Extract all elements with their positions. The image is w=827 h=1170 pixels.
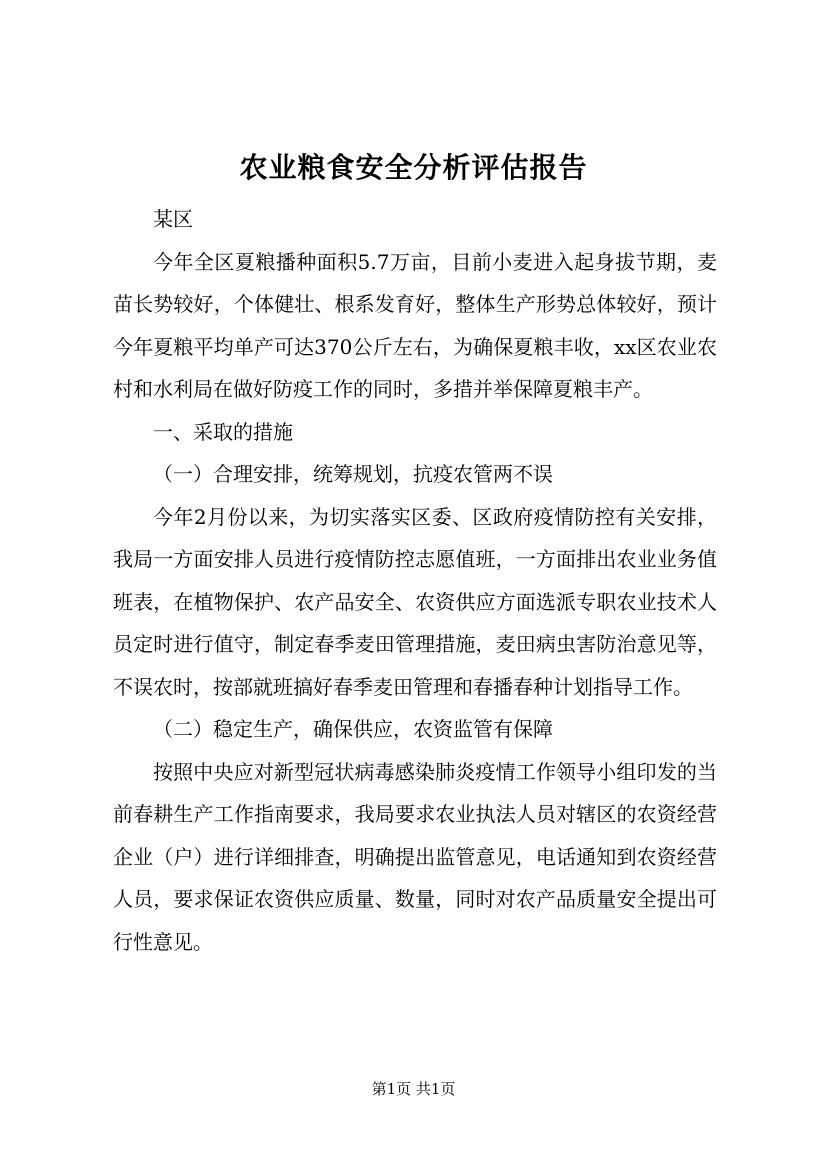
subsection-paragraph-1: 今年2月份以来，为切实落实区委、区政府疫情防控有关安排，我局一方面安排人员进行疫情防控志愿值班，一方面排出农业业务值班表，在植物保护、农产品安全、农资供应方面选派专职农业技术人员定时进行值守，制定春季麦田管理措施，麦田病虫害防治意见等，不误农时，按部就班搞好春季麦田管理和春播春种计划指导工作。 [113,504,717,699]
intro-paragraph: 今年全区夏粮播种面积5.7万亩，目前小麦进入起身拔节期，麦苗长势较好，个体健壮、根系发育好，整体生产形势总体较好，预计今年夏粮平均单产可达370公斤左右，为确保夏粮丰收，xx区农业农村和水利局在做好防疫工作的同时，多措并举保障夏粮丰产。 [113,249,717,401]
document-body [113,198,717,963]
subsection-paragraph-2: 按照中央应对新型冠状病毒感染肺炎疫情工作领导小组印发的当前春耕生产工作指南要求，我局要求农业执法人员对辖区的农资经营企业（户）进行详细排查，明确提出监管意见，电话通知到农资经营人员，要求保证农资供应质量、数量，同时对农产品质量安全提出可行性意见。 [113,759,717,954]
document-title: 农业粮食安全分析评估报告 [239,151,588,184]
page-footer: 第1页 共1页 [371,1080,456,1098]
author-line: 某区 [153,207,193,231]
subsection-heading-1: （一）合理安排，统筹规划，抗疫农管两不误 [153,462,553,486]
section-heading-measures: 一、采取的措施 [153,419,293,444]
subsection-heading-2: （二）稳定生产，确保供应，农资监管有保障 [153,717,553,741]
